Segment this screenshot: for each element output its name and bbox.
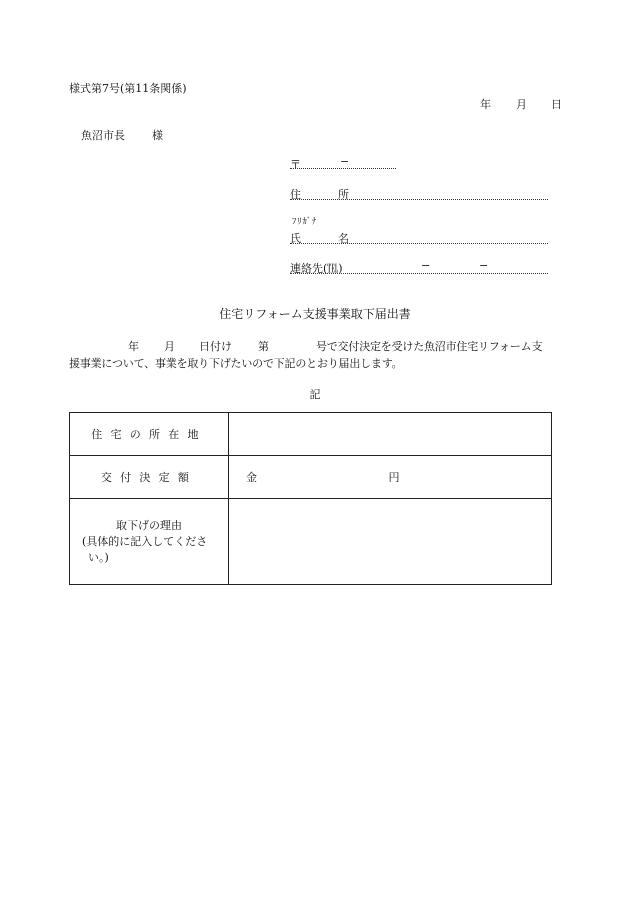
reason-label-2: (具体的に記入してくださ bbox=[82, 534, 208, 548]
body-line2: 援事業について、事業を取り下げたいので下記のとおり届出します。 bbox=[69, 357, 403, 370]
address-label-1: 住 bbox=[290, 188, 301, 201]
contact-dash-1: − bbox=[421, 259, 431, 272]
reason-label-1: 取下げの理由 bbox=[116, 518, 182, 532]
row-label-amount: 交付決定額 bbox=[70, 456, 229, 499]
table-row bbox=[70, 413, 552, 456]
body-line1-rest: 号で交付決定を受けた魚沼市住宅リフォーム支 bbox=[316, 340, 543, 353]
body-year: 年 bbox=[128, 340, 139, 353]
contact-line bbox=[290, 273, 548, 274]
postal-line bbox=[290, 168, 396, 169]
postal-mark: 〒 bbox=[290, 158, 301, 171]
contact-dash-2: − bbox=[479, 259, 489, 272]
table-row bbox=[70, 456, 552, 499]
amount-yen: 円 bbox=[388, 471, 400, 484]
body-number-prefix: 第 bbox=[258, 340, 269, 353]
row-value-location[interactable] bbox=[229, 413, 552, 456]
address-line bbox=[290, 199, 548, 200]
row-value-amount[interactable] bbox=[229, 456, 552, 499]
postal-dash: − bbox=[340, 155, 350, 168]
body-day: 日付け bbox=[199, 340, 232, 353]
date-month: 月 bbox=[516, 98, 527, 111]
addressee-title: 魚沼市長 bbox=[81, 129, 125, 142]
body-month: 月 bbox=[164, 340, 175, 353]
amount-kin: 金 bbox=[246, 471, 257, 484]
date-day: 日 bbox=[551, 98, 562, 111]
detail-table bbox=[69, 412, 552, 585]
ki-heading: 記 bbox=[309, 388, 321, 401]
row-label-location: 住宅の所在地 bbox=[70, 413, 229, 456]
name-label-1: 氏 bbox=[290, 232, 301, 245]
row-label-reason bbox=[70, 499, 229, 585]
name-line bbox=[290, 243, 548, 244]
reason-label-3: い。) bbox=[88, 550, 109, 564]
row-value-reason[interactable] bbox=[229, 499, 552, 585]
table-row bbox=[70, 499, 552, 585]
furigana-label: ﾌﾘｶﾞﾅ bbox=[292, 217, 318, 227]
date-year: 年 bbox=[480, 98, 491, 111]
document-title: 住宅リフォーム支援事業取下届出書 bbox=[219, 307, 411, 321]
form-number: 様式第7号(第11条関係) bbox=[69, 82, 187, 95]
address-label-2: 所 bbox=[338, 188, 349, 201]
name-label-2: 名 bbox=[338, 232, 349, 245]
addressee-honorific: 様 bbox=[152, 129, 163, 142]
contact-label: 連絡先(℡) bbox=[290, 262, 343, 275]
